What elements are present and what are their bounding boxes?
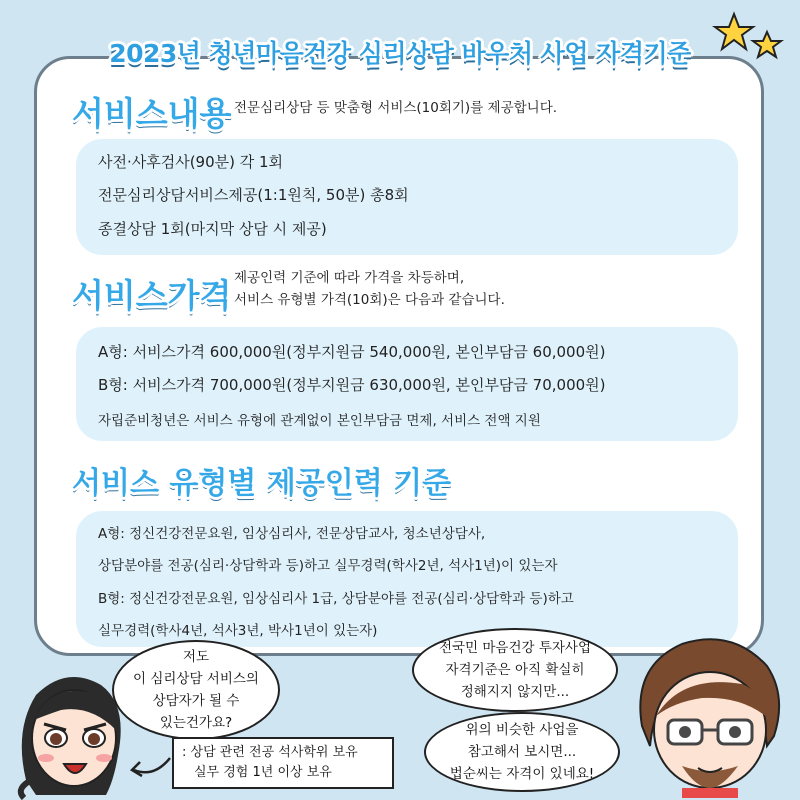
man-character-icon (622, 626, 794, 798)
bubble-line: 전국민 마음건강 투자사업 (438, 640, 592, 656)
list-item: A형: 정신건강전문요원, 임상심리사, 전문상담교사, 청소년상담사, (98, 526, 486, 542)
section-desc: 제공인력 기준에 따라 가격을 차등하며, (234, 270, 465, 286)
section-heading-content: 서비스내용 (72, 94, 232, 133)
list-item: 전문심리상담서비스제공(1:1원칙, 50분) 총8회 (98, 186, 409, 204)
list-item: 자립준비청년은 서비스 유형에 관계없이 본인부담금 면제, 서비스 전액 지원 (98, 413, 541, 429)
bubble-line: 있는건가요? (159, 715, 233, 731)
list-item: 종결상담 1회(마지막 상담 시 제공) (98, 220, 327, 238)
section-desc: 전문심리상담 등 맞춤형 서비스(10회기)를 제공합니다. (234, 100, 558, 116)
section-heading-price: 서비스가격 (72, 276, 232, 315)
list-item: 상담분야를 전공(심리·상담학과 등)하고 실무경력(학사2년, 석사1년)이 있는자 (98, 558, 558, 574)
speech-bubble-right-bottom (424, 712, 620, 792)
list-item: 실무경력(학사4년, 석사3년, 박사1년이 있는자) (98, 623, 378, 639)
bubble-line: 참고해서 보시면... (467, 744, 577, 760)
arrow-icon (124, 748, 174, 788)
speech-bubble-right-top (412, 628, 618, 712)
note-line: 실무 경험 1년 이상 보유 (194, 765, 332, 780)
bubble-line: 상담자가 될 수 (152, 693, 240, 709)
bubble-line: 위의 비슷한 사업을 (465, 722, 579, 738)
bubble-line: 이 심리상담 서비스의 (133, 671, 259, 687)
section-heading-staff: 서비스 유형별 제공인력 기준 (72, 466, 452, 501)
list-item: B형: 정신건강전문요원, 임상심리사 1급, 상담분야를 전공(심리·상담학과 등)하고 (98, 591, 574, 607)
page-title: 2023년 청년마음건강 심리상담 바우처 사업 자격기준 (109, 39, 691, 68)
speech-bubble-left (112, 640, 280, 740)
bubble-line: 자격기준은 아직 확실히 (445, 662, 585, 678)
list-item: B형: 서비스가격 700,000원(정부지원금 630,000원, 본인부담금 70,000원) (98, 376, 606, 394)
note-line: : 상담 관련 전공 석사학위 보유 (182, 745, 358, 760)
bubble-line: 저도 (182, 649, 210, 665)
list-item: A형: 서비스가격 600,000원(정부지원금 540,000원, 본인부담금 60,000원) (98, 343, 606, 361)
qualification-note (172, 737, 394, 789)
bubble-line: 정해지지 않지만... (460, 684, 570, 700)
section-desc: 서비스 유형별 가격(10회)은 다음과 같습니다. (234, 292, 505, 308)
list-item: 사전·사후검사(90분) 각 1회 (98, 153, 284, 171)
bubble-line: 법순씨는 자격이 있네요! (449, 766, 595, 782)
